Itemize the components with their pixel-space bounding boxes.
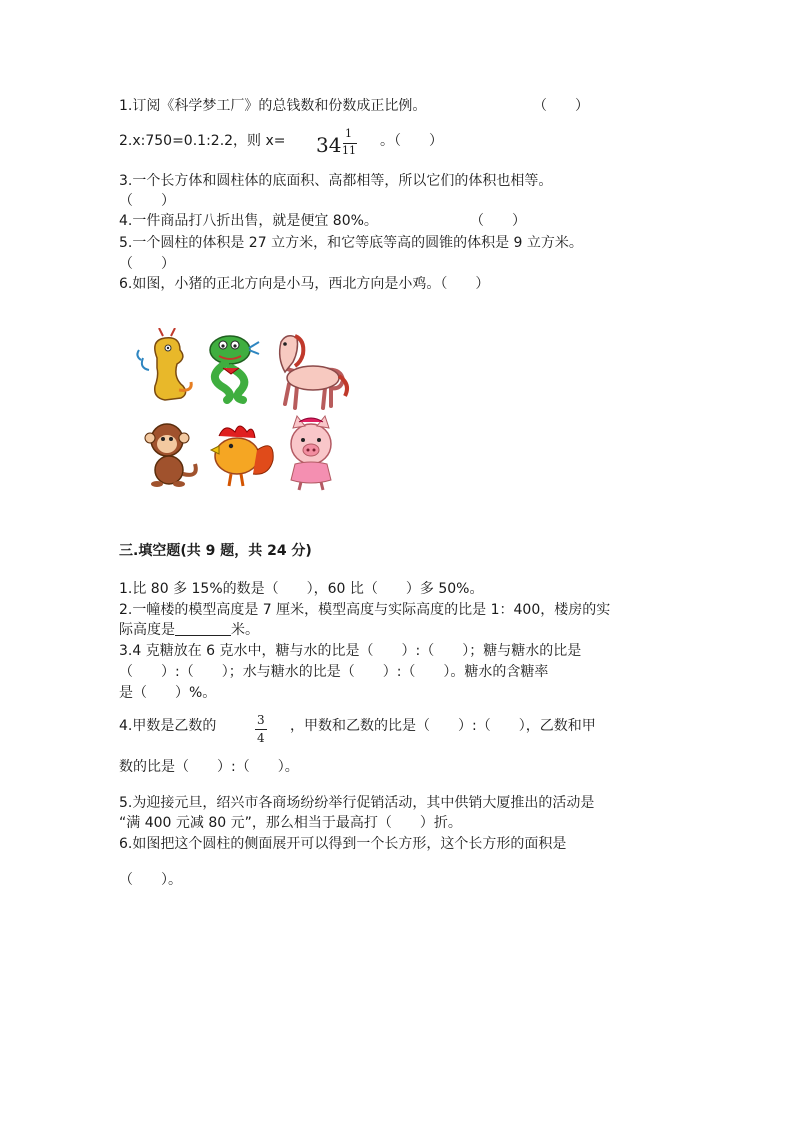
judge-q6: 6.如图，小猪的正北方向是小马，西北方向是小鸡。（ ） (119, 276, 490, 292)
fill-q4-line2: 数的比是（ ）:（ ）。 (119, 759, 299, 775)
fill-q5-line1: 5.为迎接元旦，绍兴市各商场纷纷举行促销活动，其中供销大厦推出的活动是 (119, 795, 595, 811)
fill-q1: 1.比 80 多 15%的数是（ ），60 比（ ）多 50%。 (119, 581, 484, 597)
fill-q6-answer[interactable]: （ ）。 (119, 872, 182, 888)
judge-q1-answer[interactable]: （ ） (533, 98, 589, 114)
fill-q3-line1: 3.4 克糖放在 6 克水中，糖与水的比是（ ）:（ ）；糖与糖水的比是 (119, 643, 582, 659)
judge-q2: 2.x:750=0.1:2.2，则 x= (119, 133, 286, 149)
fill-q2-line2: 际高度是 米。 (119, 622, 259, 638)
animal-figure (135, 328, 355, 498)
fill-q6: 6.如图把这个圆柱的侧面展开可以得到一个长方形，这个长方形的面积是 (119, 836, 567, 852)
answer-blank[interactable] (175, 621, 231, 636)
judge-q1: 1.订阅《科学梦工厂》的总钱数和份数成正比例。 (119, 98, 427, 114)
section-heading: 三.填空题(共 9 题，共 24 分) (119, 543, 312, 559)
fill-q3-line2: （ ）:（ ）；水与糖水的比是（ ）:（ ）。糖水的含糖率 (119, 664, 549, 680)
dragon-icon (137, 328, 191, 400)
fill-q5-line2: “满 400 元减 80 元”，那么相当于最高打（ ）折。 (119, 815, 462, 831)
mixed-number: 34 1 11 (316, 127, 356, 157)
judge-q2-answer[interactable]: 。（ ） (380, 133, 443, 149)
fill-q2-line1: 2.一幢楼的模型高度是 7 厘米，模型高度与实际高度的比是 1：400，楼房的实 (119, 602, 611, 618)
fill-q4-line1: 4.甲数是乙数的 (119, 718, 217, 734)
fraction: 3 4 (254, 713, 270, 749)
monkey-icon (145, 424, 196, 487)
rooster-icon (211, 426, 273, 486)
fill-q3-line3: 是（ ）%。 (119, 685, 217, 701)
judge-q3-answer[interactable]: （ ） (119, 193, 175, 209)
pig-icon (291, 416, 331, 490)
judge-q5-answer[interactable]: （ ） (119, 256, 175, 272)
horse-icon (280, 336, 347, 408)
snake-icon (210, 336, 259, 400)
judge-q4-answer[interactable]: （ ） (470, 213, 526, 229)
judge-q5: 5.一个圆柱的体积是 27 立方米，和它等底等高的圆锥的体积是 9 立方米。 (119, 235, 583, 251)
judge-q3: 3.一个长方体和圆柱体的底面积、高都相等，所以它们的体积也相等。 (119, 173, 553, 189)
fill-q4-line1-rest: ，甲数和乙数的比是（ ）:（ ），乙数和甲 (290, 718, 596, 734)
judge-q4: 4.一件商品打八折出售，就是便宜 80%。 (119, 213, 378, 229)
